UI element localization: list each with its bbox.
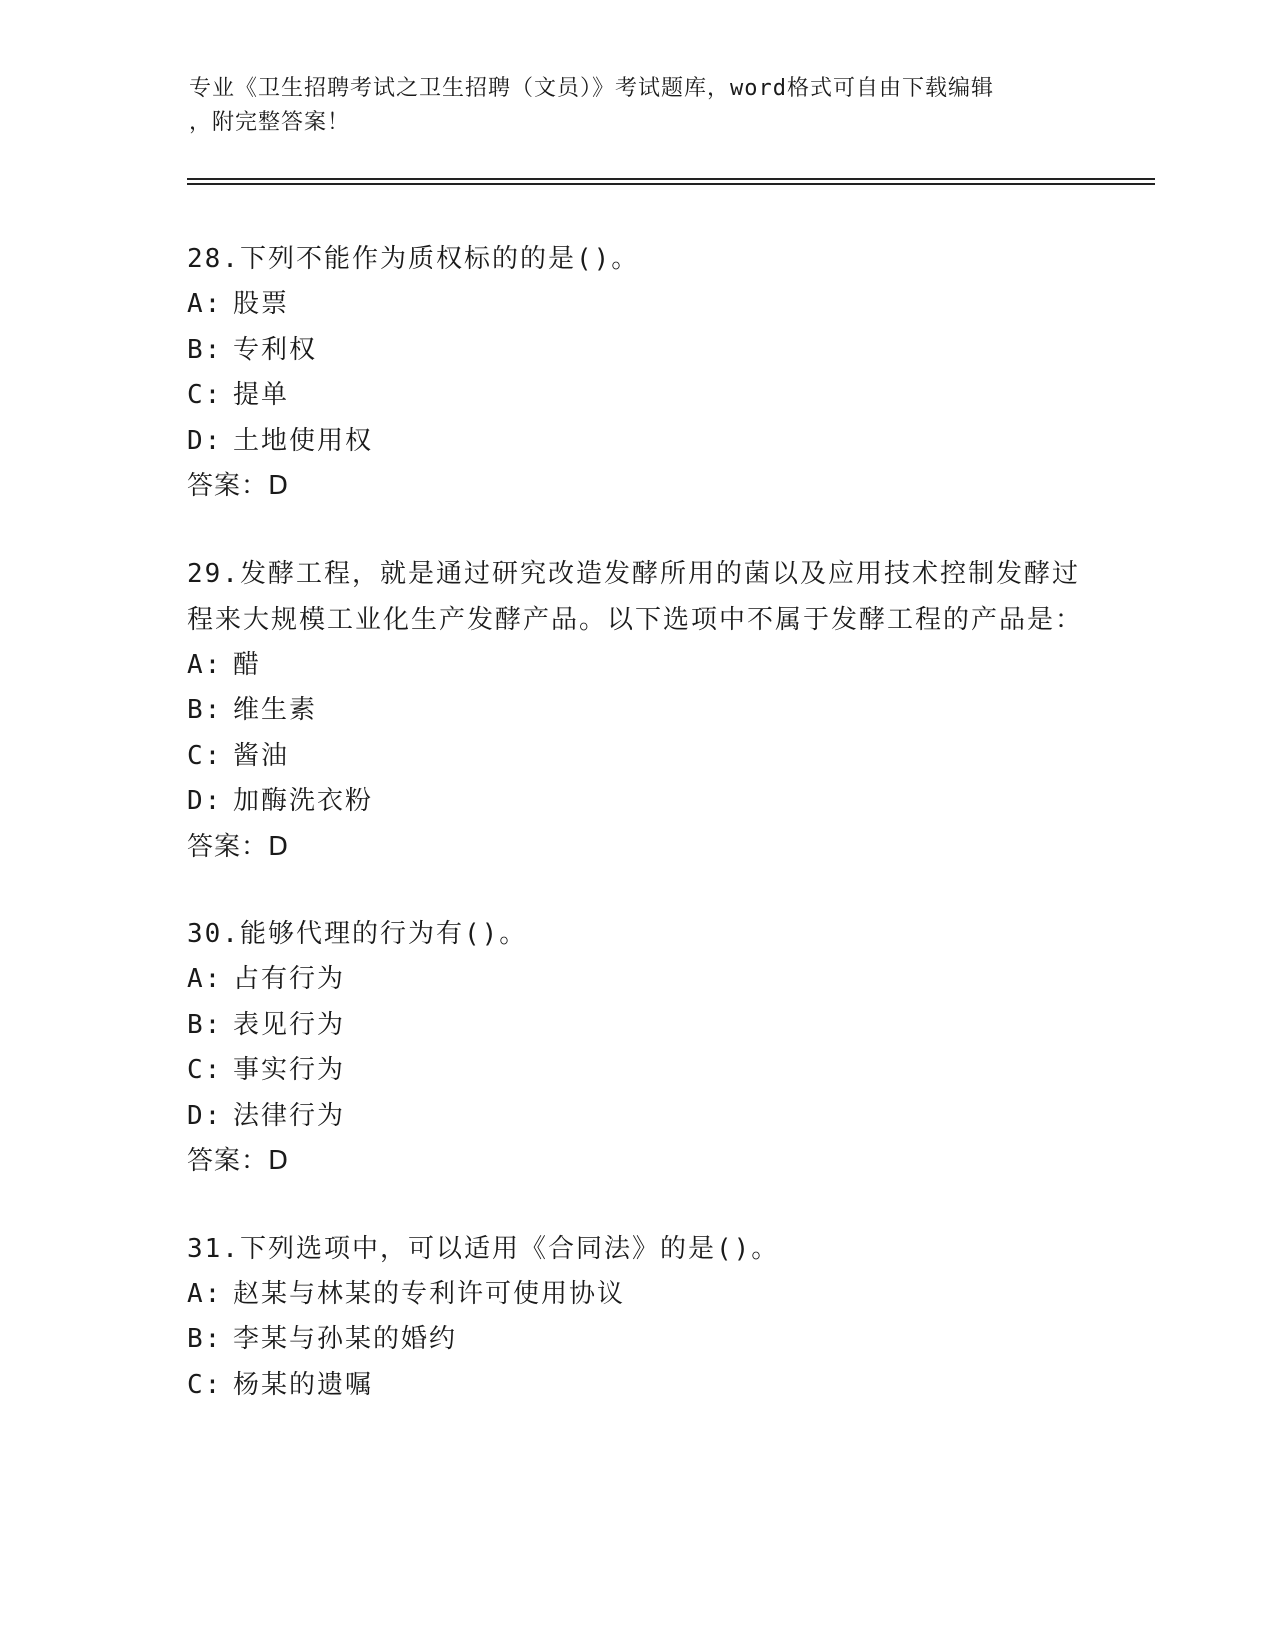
option-c <box>187 1048 1087 1094</box>
question-stem: 31.下列选项中，可以适用《合同法》的是()。 <box>187 1233 780 1264</box>
header-line-2: ，附完整答案！ <box>189 110 351 135</box>
option-a <box>187 282 1087 328</box>
header-divider-top <box>187 178 1155 180</box>
answer-line: 答案：D <box>187 831 290 862</box>
option-b <box>187 1003 1087 1049</box>
option-text: 事实行为 <box>233 1055 346 1085</box>
question-list <box>187 236 1087 1449</box>
option-d <box>187 779 1087 825</box>
option-text: 提单 <box>233 380 290 410</box>
option-letter: C: <box>187 1055 223 1085</box>
answer-line: 答案：D <box>187 471 290 501</box>
option-letter: B: <box>187 695 223 725</box>
answer-line: 答案：D <box>187 1146 290 1176</box>
option-text: 专利权 <box>233 334 318 365</box>
question-stem: 29.发酵工程，就是通过研究改造发酵所用的菌以及应用技术控制发酵过程来大规模工业化生产发酵产品。以下选项中不属于发酵工程的产品是： <box>187 558 1084 635</box>
option-text: 赵某与林某的专利许可使用协议 <box>233 1278 626 1309</box>
header-line-1: 专业《卫生招聘考试之卫生招聘（文员）》考试题库，word格式可自由下载编辑 <box>189 76 994 101</box>
option-text: 表见行为 <box>233 1009 346 1040</box>
option-a <box>187 643 1087 689</box>
option-text: 法律行为 <box>233 1100 346 1131</box>
option-letter: D: <box>187 425 223 456</box>
option-text: 土地使用权 <box>233 425 374 456</box>
option-a <box>187 1272 1087 1318</box>
option-text: 加酶洗衣粉 <box>233 786 374 816</box>
document-header <box>189 72 1089 140</box>
question-stem: 30.能够代理的行为有()。 <box>187 919 528 949</box>
question-31 <box>187 1226 1087 1409</box>
option-letter: A: <box>187 289 223 319</box>
option-letter: D: <box>187 1100 223 1131</box>
question-stem: 28.下列不能作为质权标的的是()。 <box>187 244 640 274</box>
option-text: 李某与孙某的婚约 <box>233 1324 458 1354</box>
option-text: 杨某的遗嘱 <box>233 1369 374 1400</box>
option-text: 酱油 <box>233 740 290 771</box>
option-a <box>187 957 1087 1003</box>
header-divider-bottom <box>187 183 1155 185</box>
option-letter: A: <box>187 649 223 680</box>
option-letter: A: <box>187 1278 223 1309</box>
option-letter: C: <box>187 380 223 410</box>
option-letter: B: <box>187 1324 223 1354</box>
option-letter: B: <box>187 334 223 365</box>
option-letter: A: <box>187 964 223 994</box>
question-28 <box>187 236 1087 510</box>
option-letter: C: <box>187 740 223 771</box>
option-c <box>187 373 1087 419</box>
option-text: 醋 <box>233 649 262 680</box>
question-30 <box>187 911 1087 1185</box>
option-c <box>187 734 1087 780</box>
option-d <box>187 419 1087 465</box>
question-29 <box>187 551 1087 871</box>
option-letter: D: <box>187 786 223 816</box>
option-c <box>187 1363 1087 1409</box>
option-b <box>187 1317 1087 1363</box>
option-letter: C: <box>187 1369 223 1400</box>
option-b <box>187 688 1087 734</box>
option-letter: B: <box>187 1009 223 1040</box>
option-text: 维生素 <box>233 695 318 725</box>
option-d <box>187 1094 1087 1140</box>
option-b <box>187 328 1087 374</box>
option-text: 股票 <box>233 289 290 319</box>
option-text: 占有行为 <box>233 964 346 994</box>
